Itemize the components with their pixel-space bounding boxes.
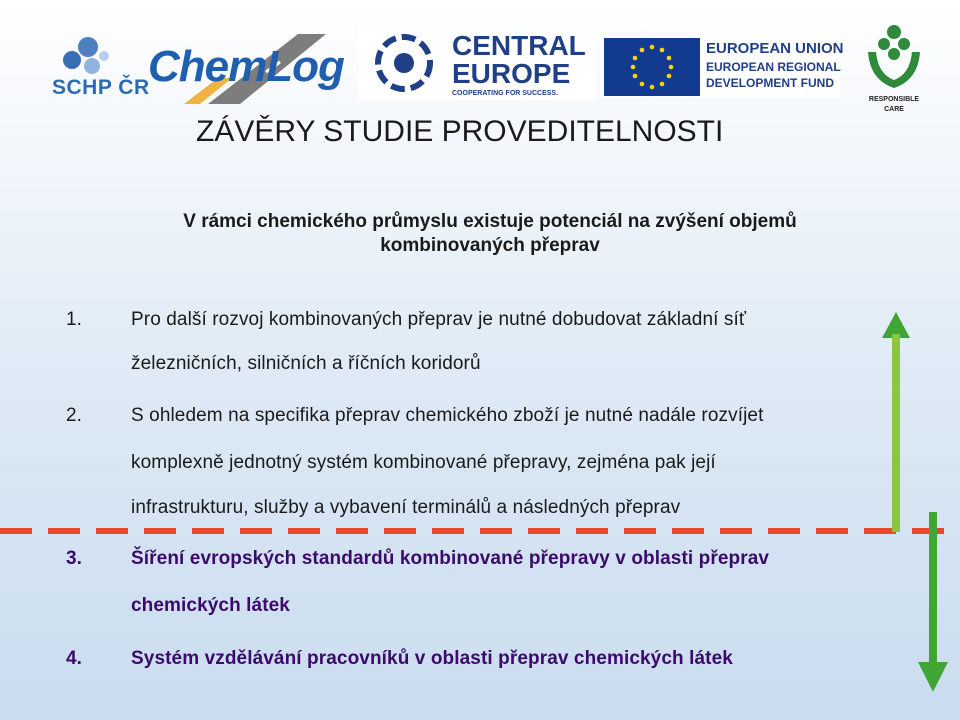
item-2-line-3: infrastrukturu, služby a vybavení terminálů a následných přeprav xyxy=(131,497,681,518)
chemlog-logo-text: ChemLog xyxy=(148,42,344,91)
item-1-line-1: Pro další rozvoj kombinovaných přeprav je nutné dobudovat základní síť xyxy=(131,309,747,330)
responsible-care-logo xyxy=(846,22,942,118)
eu-flag-icon xyxy=(604,38,700,96)
item-1-line-2: železničních, silničních a říčních koridorů xyxy=(131,353,481,374)
down-arrow-icon xyxy=(918,512,948,692)
page-title: ZÁVĚRY STUDIE PROVEDITELNOSTI xyxy=(196,115,724,148)
central-europe-emblem-icon xyxy=(360,26,450,100)
schp-logo-text: SCHP ČR xyxy=(52,76,150,99)
schp-logo xyxy=(48,34,150,104)
up-arrow-icon xyxy=(882,312,910,532)
responsible-care-line1: RESPONSIBLE xyxy=(868,96,920,103)
responsible-care-line2: CARE xyxy=(884,106,904,113)
central-europe-tagline: COOPERATING FOR SUCCESS. xyxy=(452,90,559,97)
logo-bar xyxy=(0,0,960,120)
central-europe-line2: EUROPE xyxy=(452,58,571,89)
central-europe-logo xyxy=(358,26,596,100)
subtitle-line-1: V rámci chemického průmyslu existuje potenciál na zvýšení objemů xyxy=(183,211,797,232)
eu-line1: EUROPEAN UNION xyxy=(706,40,844,57)
item-4-number: 4. xyxy=(66,648,82,669)
item-4-line-1: Systém vzdělávání pracovníků v oblasti přeprav chemických látek xyxy=(131,648,733,669)
dashed-divider xyxy=(0,528,960,534)
item-3-number: 3. xyxy=(66,548,82,569)
item-2-line-1: S ohledem na specifika přeprav chemického zboží je nutné nadále rozvíjet xyxy=(131,405,764,426)
eu-line2: EUROPEAN REGIONAL xyxy=(706,60,841,74)
hands-molecule-icon xyxy=(846,22,942,92)
item-2-number: 2. xyxy=(66,405,82,426)
central-europe-line1: CENTRAL xyxy=(452,30,586,61)
page-subtitle xyxy=(60,210,920,258)
item-3-line-2: chemických látek xyxy=(131,595,290,616)
eu-logo xyxy=(600,34,844,98)
item-3-line-1: Šíření evropských standardů kombinované přepravy v oblasti přeprav xyxy=(131,548,770,569)
subtitle-line-2: kombinovaných přeprav xyxy=(380,235,600,256)
molecule-icon xyxy=(48,34,138,78)
item-2-line-2: komplexně jednotný systém kombinované přepravy, zejména pak její xyxy=(131,452,716,473)
chemlog-logo xyxy=(148,26,348,106)
item-1-number: 1. xyxy=(66,309,82,330)
eu-line3: DEVELOPMENT FUND xyxy=(706,76,835,90)
